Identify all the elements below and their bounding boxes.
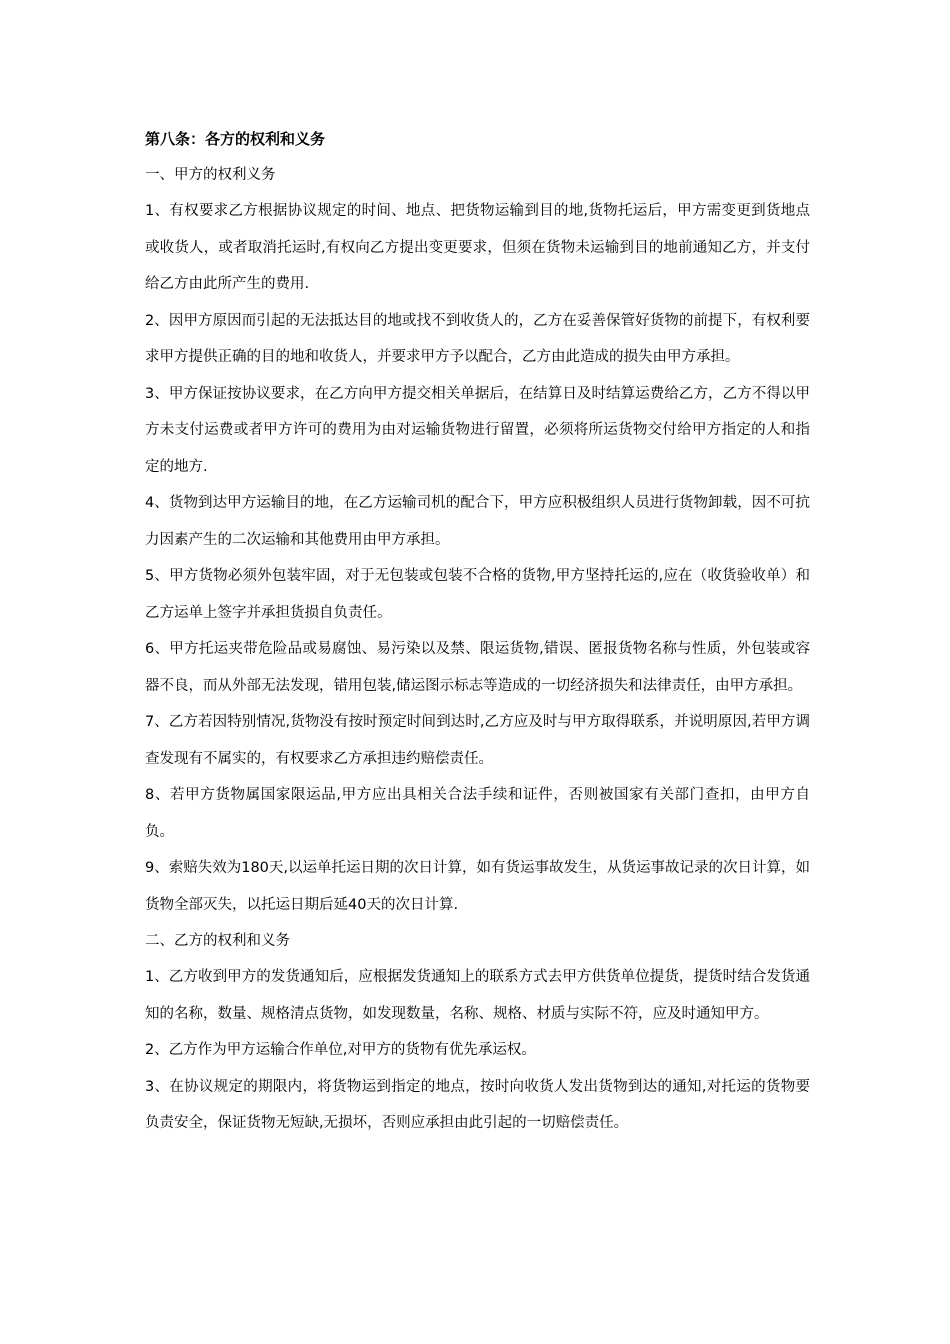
party-a-clause-3: 3、甲方保证按协议要求，在乙方向甲方提交相关单据后，在结算日及时结算运费给乙方，乙方不得以甲方未支付运费或者甲方许可的费用为由对运输货物进行留置，必须将所运货物交付给甲方指定的人和指定的地方. [145,385,810,475]
document-body [145,120,810,1142]
party-b-clause-1: 1、乙方收到甲方的发货通知后，应根据发货通知上的联系方式去甲方供货单位提货，提货时结合发货通知的名称，数量、规格清点货物，如发现数量，名称、规格、材质与实际不符，应及时通知甲方。 [145,969,810,1022]
party-a-clause-4: 4、货物到达甲方运输目的地，在乙方运输司机的配合下，甲方应积极组织人员进行货物卸载，因不可抗力因素产生的二次运输和其他费用由甲方承担。 [145,495,810,548]
section-heading-party-a: 一、甲方的权利义务 [145,167,276,183]
party-b-clause-3: 3、在协议规定的期限内，将货物运到指定的地点，按时向收货人发出货物到达的通知,对托运的货物要负责安全，保证货物无短缺,无损坏，否则应承担由此引起的一切赔偿责任。 [145,1078,810,1131]
party-a-clause-1: 1、有权要求乙方根据协议规定的时间、地点、把货物运输到目的地,货物托运后，甲方需变更到货地点或收货人，或者取消托运时,有权向乙方提出变更要求，但须在货物未运输到目的地前通知乙方，并支付给乙方由此所产生的费用. [145,203,810,292]
party-a-clause-8: 8、若甲方货物属国家限运品,甲方应出具相关合法手续和证件，否则被国家有关部门查扣，由甲方自负。 [145,787,810,840]
article-title: 第八条：各方的权利和义务 [145,130,326,148]
party-a-clause-7: 7、乙方若因特别情况,货物没有按时预定时间到达时,乙方应及时与甲方取得联系，并说明原因,若甲方调查发现有不属实的，有权要求乙方承担违约赔偿责任。 [145,714,810,767]
section-heading-party-b: 二、乙方的权利和义务 [145,933,290,949]
party-a-clause-9: 9、索赔失效为180天,以运单托运日期的次日计算，如有货运事故发生，从货运事故记录的次日计算，如货物全部灭失，以托运日期后延40天的次日计算. [145,860,811,913]
party-a-clause-6: 6、甲方托运夹带危险品或易腐蚀、易污染以及禁、限运货物,错误、匿报货物名称与性质，外包装或容器不良，而从外部无法发现，错用包装,储运图示标志等造成的一切经济损失和法律责任，由甲方承担。 [145,641,810,694]
party-b-clause-2: 2、乙方作为甲方运输合作单位,对甲方的货物有优先承运权。 [145,1042,536,1058]
party-a-clause-2: 2、因甲方原因而引起的无法抵达目的地或找不到收货人的，乙方在妥善保管好货物的前提下，有权利要求甲方提供正确的目的地和收货人，并要求甲方予以配合，乙方由此造成的损失由甲方承担。 [145,312,810,365]
party-a-clause-5: 5、甲方货物必须外包装牢固，对于无包装或包装不合格的货物,甲方坚持托运的,应在（收货验收单）和乙方运单上签字并承担货损自负责任。 [145,568,810,621]
